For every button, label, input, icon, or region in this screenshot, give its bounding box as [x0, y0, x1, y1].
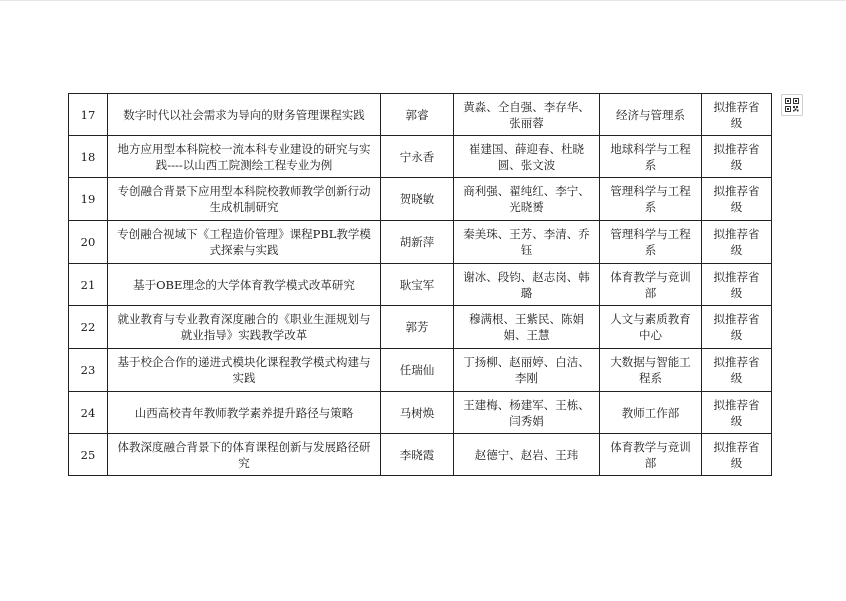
cell-members: 穆满根、王紫民、陈娟娟、王慧: [454, 306, 600, 349]
table-row: [69, 178, 772, 221]
cell-title: 数字时代以社会需求为导向的财务管理课程实践: [108, 94, 381, 136]
cell-no: 24: [69, 392, 108, 434]
cell-level: 拟推荐省级: [702, 136, 772, 178]
cell-members: 丁扬柳、赵丽婷、白洁、李刚: [454, 349, 600, 392]
cell-members: 谢冰、段钧、赵志岗、韩璐: [454, 264, 600, 306]
table-row: [69, 264, 772, 306]
cell-leader: 李晓霞: [381, 434, 454, 476]
cell-leader: 任瑞仙: [381, 349, 454, 392]
cell-title: 基于OBE理念的大学体育教学模式改革研究: [108, 264, 381, 306]
cell-members: 秦美珠、王芳、李清、乔钰: [454, 221, 600, 264]
cell-leader: 贺晓敏: [381, 178, 454, 221]
table-row: [69, 94, 772, 136]
table-row: [69, 392, 772, 434]
cell-level: 拟推荐省级: [702, 349, 772, 392]
cell-no: 20: [69, 221, 108, 264]
cell-leader: 宁永香: [381, 136, 454, 178]
cell-dept: 人文与素质教育中心: [600, 306, 702, 349]
cell-title: 地方应用型本科院校一流本科专业建设的研究与实践----以山西工院测绘工程专业为例: [108, 136, 381, 178]
cell-leader: 耿宝军: [381, 264, 454, 306]
cell-title: 专创融合背景下应用型本科院校教师教学创新行动生成机制研究: [108, 178, 381, 221]
table-row: [69, 136, 772, 178]
cell-no: 25: [69, 434, 108, 476]
cell-leader: 胡新萍: [381, 221, 454, 264]
cell-dept: 体育教学与竞训部: [600, 264, 702, 306]
cell-dept: 管理科学与工程系: [600, 221, 702, 264]
cell-leader: 郭睿: [381, 94, 454, 136]
project-table: [68, 93, 772, 476]
cell-no: 22: [69, 306, 108, 349]
cell-members: 商利强、翟纯红、李宁、光晓赟: [454, 178, 600, 221]
cell-dept: 大数据与智能工程系: [600, 349, 702, 392]
cell-no: 23: [69, 349, 108, 392]
cell-level: 拟推荐省级: [702, 392, 772, 434]
cell-leader: 马树焕: [381, 392, 454, 434]
cell-dept: 体育教学与竞训部: [600, 434, 702, 476]
cell-dept: 管理科学与工程系: [600, 178, 702, 221]
cell-level: 拟推荐省级: [702, 178, 772, 221]
cell-level: 拟推荐省级: [702, 434, 772, 476]
cell-level: 拟推荐省级: [702, 221, 772, 264]
cell-level: 拟推荐省级: [702, 94, 772, 136]
qr-code-icon: [785, 98, 799, 112]
cell-title: 体教深度融合背景下的体育课程创新与发展路径研究: [108, 434, 381, 476]
cell-dept: 地球科学与工程系: [600, 136, 702, 178]
cell-title: 基于校企合作的递进式模块化课程教学模式构建与实践: [108, 349, 381, 392]
cell-level: 拟推荐省级: [702, 306, 772, 349]
cell-members: 王建梅、杨建军、王栋、闫秀娟: [454, 392, 600, 434]
cell-title: 山西高校青年教师教学素养提升路径与策略: [108, 392, 381, 434]
cell-no: 19: [69, 178, 108, 221]
cell-no: 18: [69, 136, 108, 178]
cell-members: 崔建国、薛迎春、杜晓圆、张文波: [454, 136, 600, 178]
table-row: [69, 434, 772, 476]
cell-level: 拟推荐省级: [702, 264, 772, 306]
cell-dept: 教师工作部: [600, 392, 702, 434]
cell-title: 就业教育与专业教育深度融合的《职业生涯规划与就业指导》实践教学改革: [108, 306, 381, 349]
table-row: [69, 221, 772, 264]
qr-code-button[interactable]: [781, 94, 803, 116]
cell-leader: 郭芳: [381, 306, 454, 349]
cell-no: 17: [69, 94, 108, 136]
cell-dept: 经济与管理系: [600, 94, 702, 136]
cell-title: 专创融合视域下《工程造价管理》课程PBL教学模式探索与实践: [108, 221, 381, 264]
cell-members: 赵德宁、赵岩、王玮: [454, 434, 600, 476]
cell-members: 黄淼、仝自强、李存华、张丽蓉: [454, 94, 600, 136]
table-row: [69, 306, 772, 349]
cell-no: 21: [69, 264, 108, 306]
table-row: [69, 349, 772, 392]
